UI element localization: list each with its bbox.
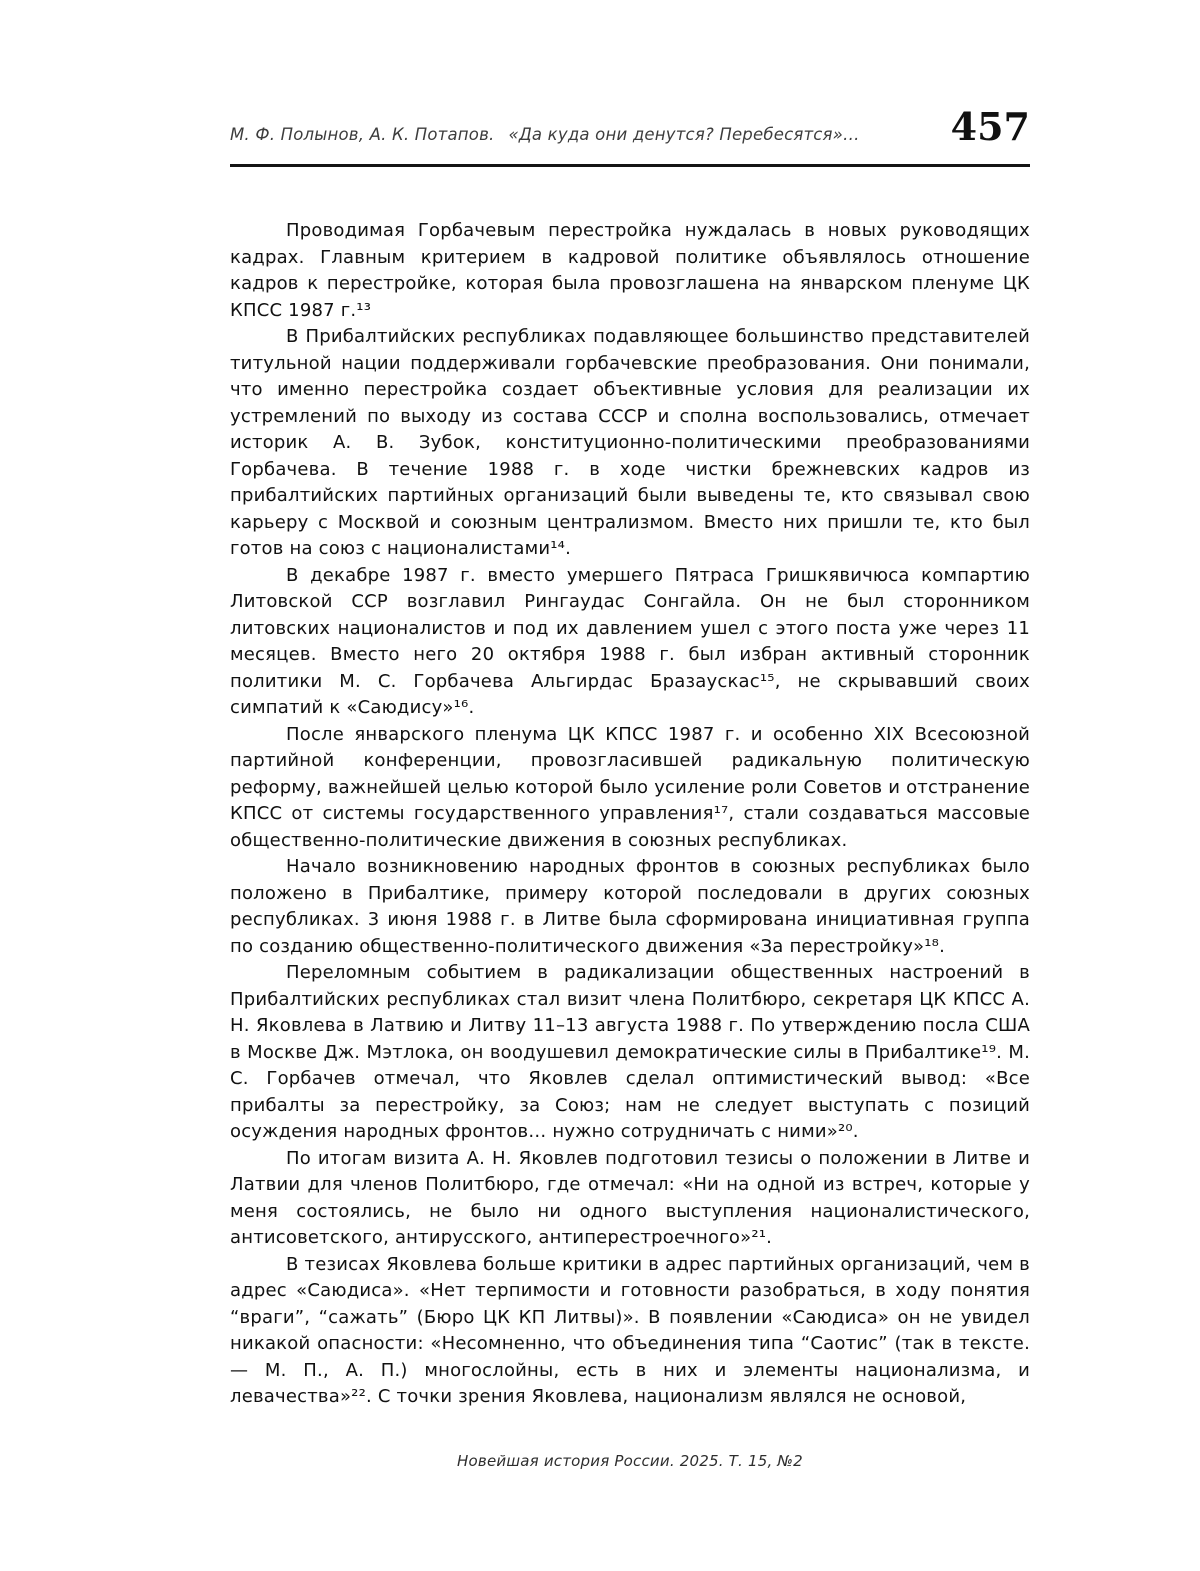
header-rule bbox=[230, 164, 1030, 167]
page-number: 457 bbox=[950, 104, 1030, 149]
paragraph: По итогам визита А. Н. Яковлев подготовил тезисы о положении в Литве и Латвии для членов Политбюро, где отмечал: «Ни на одной из встреч, которые у меня состоялись, не было ни одного выступления националистического, антисоветского, антирусского, антиперестроечного»²¹. bbox=[230, 1147, 1030, 1248]
paragraph: Начало возникновению народных фронтов в союзных республиках было положено в Прибалтике, примеру которой последовали в других союзных республиках. 3 июня 1988 г. в Литве была сформирована инициативная группа по созданию общественно-политического движения «За перестройку»¹⁸. bbox=[230, 856, 1030, 957]
running-head bbox=[230, 111, 860, 144]
paragraph: После январского пленума ЦК КПСС 1987 г. и особенно XIX Всесоюзной партийной конференции, провозгласившей радикальную политическую реформу, важнейшей целью которой было усиление роли Советов и отстранение КПСС от системы государственного управления¹⁷, стали создаваться массовые общественно-политические движения в союзных республиках. bbox=[230, 723, 1030, 851]
body-paragraphs bbox=[230, 218, 1030, 1411]
paragraph: В декабре 1987 г. вместо умершего Пятраса Гришкявичюса компартию Литовской ССР возглавил Рингаудас Сонгайла. Он не был сторонником литовских националистов и под их давлением ушел с этого поста уже через 11 месяцев. Вместо него 20 октября 1988 г. был избран активный сторонник политики М. С. Горбачева Альгирдас Бразаускас¹⁵, не скрывавший своих симпатий к «Саюдису»¹⁶. bbox=[230, 564, 1030, 718]
page-header bbox=[230, 104, 1030, 149]
paragraph: В Прибалтийских республиках подавляющее большинство представителей титульной нации поддерживали горбачевские преобразования. Они понимали, что именно перестройка создает объективные условия для реализации их устремлений по выходу из состава СССР и сполна воспользовались, отмечает историк А. В. Зубок, конституционно-политическими преобразованиями Горбачева. В течение 1988 г. в ходе чистки брежневских кадров из прибалтийских партийных организаций были выведены те, кто связывал свою карьеру с Москвой и союзным централизмом. Вместо них пришли те, кто был готов на союз с националистами¹⁴. bbox=[230, 326, 1030, 559]
header-running-title: «Да куда они денутся? Перебесятся»… bbox=[508, 125, 860, 144]
paragraph: Переломным событием в радикализации общественных настроений в Прибалтийских республиках стал визит члена Политбюро, секретаря ЦК КПСС А. Н. Яковлева в Латвию и Литву 11–13 августа 1988 г. По утверждению посла США в Москве Дж. Мэтлока, он воодушевил демократические силы в Прибалтике¹⁹. М. С. Горбачев отмечал, что Яковлев сделал оптимистический вывод: «Все прибалты за перестройку, за Союз; нам не следует выступать с позиций осуждения народных фронтов… нужно сотрудничать с ними»²⁰. bbox=[230, 962, 1030, 1142]
paragraph: Проводимая Горбачевым перестройка нуждалась в новых руководящих кадрах. Главным критерием в кадровой политике объявлялось отношение кадров к перестройке, которая была провозглашена на январском пленуме ЦК КПСС 1987 г.¹³ bbox=[230, 220, 1030, 321]
header-authors: М. Ф. Полынов, А. К. Потапов. bbox=[230, 125, 495, 144]
paragraph: В тезисах Яковлева больше критики в адрес партийных организаций, чем в адрес «Саюдиса». «Нет терпимости и готовности разобраться, в ходу понятия “враги”, “сажать” (Бюро ЦК КП Литвы)». В появлении «Саюдиса» он не увидел никакой опасности: «Несомненно, что объединения типа “Саотис” (так в тексте. — М. П., А. П.) многослойны, есть в них и элементы национализма, и левачества»²². С точки зрения Яковлева, национализм являлся не основой, bbox=[230, 1253, 1030, 1407]
footer-journal-line: Новейшая история России. 2025. Т. 15, №2 bbox=[457, 1452, 803, 1470]
